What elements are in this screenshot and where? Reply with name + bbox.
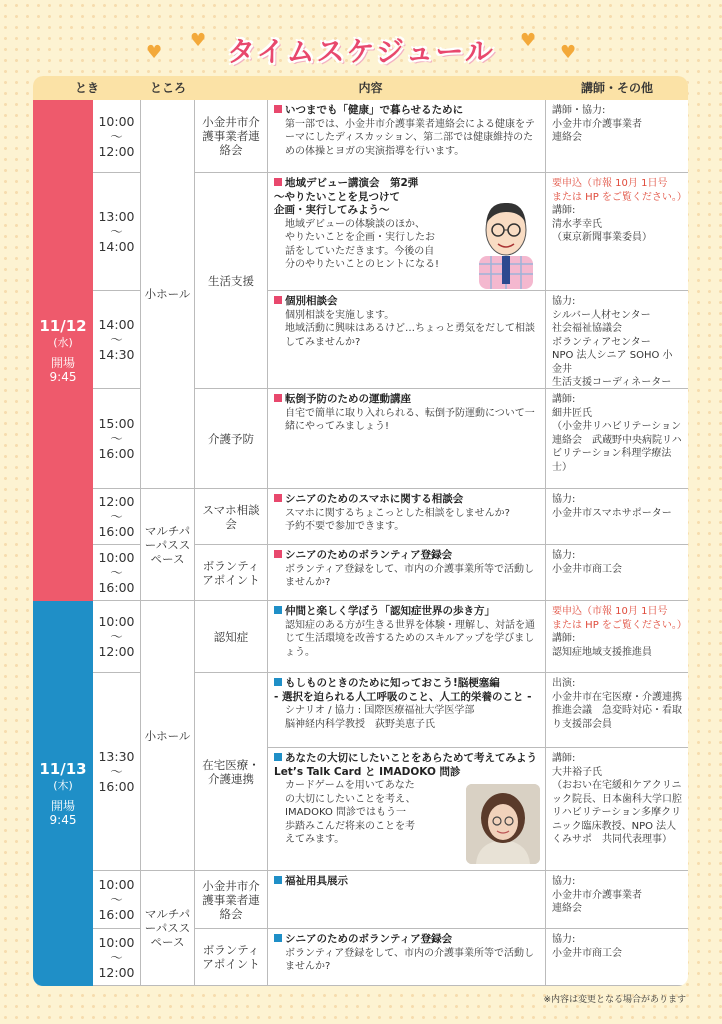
session-title [274, 393, 539, 407]
bullet-square-icon [274, 494, 282, 502]
session-body: 認知症のある方が生きる世界を体験・理解し、対話を通じて生活環境を改善するためのスキルアップを学びましょう。 [285, 619, 535, 658]
room-cell [195, 601, 268, 673]
bullet-square-icon [274, 296, 282, 304]
day-weekday: (水) [53, 336, 73, 349]
speaker-text: 協力: 小金井市商工会 [552, 934, 622, 959]
bullet-square-icon [274, 606, 282, 614]
reservation-note: 要申込（市報 10月 1日号 または HP をご覧ください。） [552, 606, 687, 631]
session-body: シナリオ / 協力 : 国際医療福祉大学医学部 脳神経内科学教授 荻野美恵子氏 [285, 705, 475, 730]
session-content [268, 545, 546, 601]
session-body: カードゲームを用いてあなた の大切にしたいことを考え、 IMADOKO 問診ではもう一 歩踏みこんだ将来のことを考 えてみます。 [285, 780, 416, 845]
venue-cell [141, 100, 195, 489]
heart-icon: ♥ [146, 42, 163, 63]
session-body: ボランティア登録をして、市内の介護事業所等で活動しませんか? [285, 947, 534, 972]
session-title-text: シニアのためのスマホに関する相談会 [285, 493, 464, 505]
speaker-cell [546, 673, 688, 748]
header-toki: とき [33, 76, 142, 100]
venue-label: マルチパーパススペース [144, 907, 191, 949]
time-cell: 10:00 〜 16:00 [93, 545, 141, 601]
session-body: 個別相談を実施します。 地域活動に興味はあるけど…ちょっと勇気をだして相談してみませんか? [285, 309, 535, 348]
speaker-text: 出演: 小金井市在宅医療・介護連携推進会議 急変時対応・看取り支援部会員 [552, 678, 682, 730]
day-column-1112 [33, 100, 93, 601]
session-title-text: 仲間と楽しく学ぼう「認知症世界の歩き方」 [285, 605, 495, 617]
session-title-text: あなたの大切にしたいことをあらためて考えてみよう Let’s Talk Card と IMADOKO 問診 [274, 752, 537, 778]
session-title [274, 677, 539, 704]
session-content [268, 291, 546, 389]
session-content [268, 601, 546, 673]
session-title-text: 転倒予防のための運動講座 [285, 393, 411, 405]
open-time: 9:45 [49, 813, 77, 827]
session-title-text: いつまでも「健康」で暮らせるために [285, 104, 464, 116]
speaker-text: 協力: 小金井市スマホサポーター [552, 494, 672, 519]
venue-cell [141, 601, 195, 871]
room-cell [195, 489, 268, 545]
room-label: スマホ相談会 [202, 502, 260, 531]
footnote: ※内容は変更となる場合があります [543, 995, 686, 1005]
session-title [274, 605, 539, 619]
time-cell: 10:00 〜 12:00 [93, 929, 141, 986]
session-body: ボランティア登録をして、市内の介護事業所等で活動しませんか? [285, 563, 534, 588]
schedule-table [33, 76, 688, 986]
session-title [274, 875, 539, 889]
venue-label: マルチパーパススペース [144, 523, 191, 566]
speaker-cell [546, 173, 688, 291]
session-title [274, 493, 539, 507]
room-cell [195, 100, 268, 173]
venue-label: 小ホール [144, 287, 191, 301]
header-koushi: 講師・その他 [546, 76, 688, 100]
room-cell [195, 389, 268, 489]
open-label: 開場 [50, 356, 75, 370]
room-cell [195, 173, 268, 389]
room-label: ボランティアポイント [202, 558, 260, 587]
bullet-square-icon [274, 105, 282, 113]
bullet-square-icon [274, 753, 282, 761]
bullet-square-icon [274, 934, 282, 942]
venue-label: 小ホール [144, 728, 191, 743]
room-label: ボランティアポイント [202, 943, 260, 971]
speaker-cell [546, 748, 688, 871]
day-column-1113 [33, 601, 93, 986]
speaker-portrait [471, 194, 541, 289]
bullet-square-icon [274, 678, 282, 686]
heart-icon: ♥ [560, 42, 577, 63]
room-label: 生活支援 [208, 273, 254, 288]
session-title [274, 295, 539, 309]
session-title [274, 104, 539, 118]
session-content [268, 489, 546, 545]
speaker-cell [546, 545, 688, 601]
open-time: 9:45 [49, 370, 77, 384]
header-tokoro: ところ [141, 76, 196, 100]
session-title-text: シニアのためのボランティア登録会 [285, 549, 453, 561]
open-label: 開場 [50, 799, 75, 813]
session-title [274, 752, 539, 779]
room-label: 認知症 [213, 629, 249, 644]
venue-cell [141, 871, 195, 986]
speaker-cell [546, 389, 688, 489]
session-content [268, 673, 546, 748]
speaker-text: 講師: 大井裕子氏 （おおい在宅緩和ケアクリニック院長、日本歯科大学口腔リハビリテーション多摩クリニック臨床教授、NPO 法人くみサポ 共同代表理事） [552, 753, 682, 845]
speaker-photo [466, 784, 540, 864]
bullet-square-icon [274, 550, 282, 558]
time-cell: 10:00 〜 12:00 [93, 601, 141, 673]
speaker-text: 講師・協力: 小金井市介護事業者 連絡会 [552, 105, 642, 143]
day-date: 11/12 [39, 317, 87, 335]
session-title [274, 549, 539, 563]
session-title-text: 地域デビュー講演会 第2弾 〜やりたいことを見つけて 企画・実行してみよう〜 [274, 177, 419, 216]
session-title [274, 933, 539, 947]
session-title-text: シニアのためのボランティア登録会 [285, 933, 453, 945]
room-label: 小金井市介護事業者連絡会 [202, 115, 260, 157]
time-cell: 13:00 〜 14:00 [93, 173, 141, 291]
session-content [268, 929, 546, 986]
session-content [268, 100, 546, 173]
speaker-cell [546, 489, 688, 545]
heart-icon: ♥ [190, 30, 207, 51]
session-body: 第一部では、小金井市介護事業者連絡会による健康をテーマにしたディスカッション、第二部では健康維持のための体操とヨガの実演指導を行います。 [285, 118, 535, 157]
bullet-square-icon [274, 178, 282, 186]
speaker-cell [546, 871, 688, 929]
speaker-text: 協力: 小金井市介護事業者 連絡会 [552, 876, 642, 914]
speaker-text: 講師: 清水孝幸氏 （東京新聞事業委員） [552, 205, 652, 243]
speaker-text: 講師: 細井匠氏 （小金井リハビリテーション連絡会 武蔵野中央病院リハビリテーション科理学療法士） [552, 394, 682, 473]
session-title-text: 個別相談会 [285, 295, 338, 307]
bullet-square-icon [274, 394, 282, 402]
time-cell: 15:00 〜 16:00 [93, 389, 141, 489]
day-weekday: (木) [53, 779, 73, 792]
room-label: 在宅医療・介護連携 [202, 757, 260, 786]
session-title-text: 福祉用具展示 [285, 875, 348, 887]
session-title-text: もしものときのために知っておこう!脳梗塞編 - 選択を迫られる人工呼吸のこと、人工的栄養のこと - [274, 677, 532, 703]
session-body: スマホに関するちょこっとした相談をしませんか? 予約不要で参加できます。 [285, 507, 510, 532]
speaker-cell [546, 100, 688, 173]
session-body: 自宅で簡単に取り入れられる、転倒予防運動について一緒にやってみましょう! [285, 407, 535, 432]
session-body: 地域デビューの体験談のほか、 やりたいことを企画・実行したお 話をしていただきます。今後の自 分のやりたいことのヒントになる! [285, 218, 440, 270]
speaker-text: 講師: 認知症地域支援推進員 [552, 633, 652, 658]
bullet-square-icon [274, 876, 282, 884]
speaker-text: 協力: 小金井市商工会 [552, 550, 622, 575]
session-content [268, 389, 546, 489]
room-cell [195, 673, 268, 871]
room-cell [195, 929, 268, 986]
room-label: 小金井市介護事業者連絡会 [202, 878, 260, 921]
venue-cell [141, 489, 195, 601]
speaker-cell [546, 601, 688, 673]
speaker-cell [546, 929, 688, 986]
time-cell: 13:30 〜 16:00 [93, 673, 141, 871]
page-title: タイムスケジュール [227, 35, 495, 68]
room-label: 介護予防 [208, 431, 254, 446]
speaker-cell [546, 291, 688, 389]
time-cell: 12:00 〜 16:00 [93, 489, 141, 545]
header-naiyou: 内容 [195, 76, 547, 100]
speaker-text: 協力: シルバー人材センター 社会福祉協議会 ボランティアセンター NPO 法人シニア SOHO 小金井 生活支援コーディネーター [552, 296, 673, 388]
room-cell [195, 871, 268, 929]
reservation-note: 要申込（市報 10月 1日号 または HP をご覧ください。） [552, 178, 687, 203]
time-cell: 10:00 〜 16:00 [93, 871, 141, 929]
day-date: 11/13 [39, 760, 87, 778]
heart-icon: ♥ [520, 30, 537, 51]
time-cell: 14:00 〜 14:30 [93, 291, 141, 389]
room-cell [195, 545, 268, 601]
session-content [268, 871, 546, 929]
time-cell: 10:00 〜 12:00 [93, 100, 141, 173]
